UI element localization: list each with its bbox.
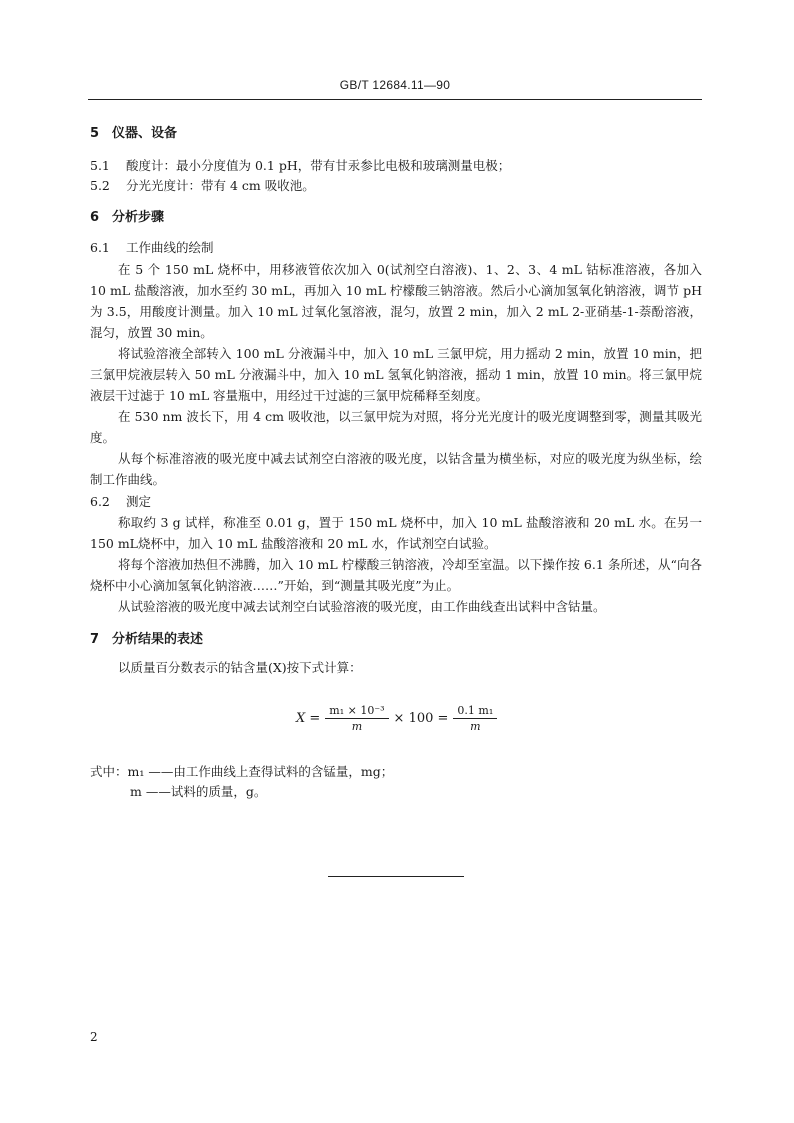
variable-definition	[90, 762, 393, 780]
variable-label: 式中：m₁ ——	[90, 764, 174, 779]
paragraph: 在 530 nm 波长下，用 4 cm 吸收池，以三氯甲烷为对照，将分光光度计的吸光度调整到零，测量其吸光度。	[90, 409, 702, 445]
fraction-denominator: m	[470, 719, 481, 733]
item-text: 分光光度计：带有 4 cm 吸收池。	[126, 178, 315, 193]
item-5-1	[90, 156, 510, 174]
section-7-heading	[90, 628, 203, 647]
end-of-text-rule	[328, 876, 464, 877]
section-title: 仪器、设备	[112, 126, 178, 141]
paragraph: 称取约 3 g 试样，称准至 0.01 g，置于 150 mL 烧杯中，加入 10 mL 盐酸溶液和 20 mL 水。在另一 150 mL烧杯中，加入 10 mL 盐酸溶液和 20 mL 水，作试剂空白试验。	[90, 515, 702, 551]
formula	[296, 700, 502, 736]
item-number: 5.2	[90, 178, 110, 193]
paragraph: 从试验溶液的吸光度中减去试剂空白试验溶液的吸光度，由工作曲线查出试料中含钴量。	[118, 599, 606, 614]
formula-fraction-2	[453, 704, 497, 733]
item-5-2	[90, 176, 315, 194]
formula-fraction-1	[325, 704, 388, 733]
variable-definition	[130, 782, 266, 800]
formula-intro: 以质量百分数表示的钴含量(X)按下式计算：	[118, 660, 362, 675]
subsection-6-1-heading	[90, 238, 214, 256]
paragraph: 将试验溶液全部转入 100 mL 分液漏斗中，加入 10 mL 三氯甲烷，用力摇动 2 min，放置 10 min，把三氯甲烷液层转入 50 mL 分液漏斗中，加入 10 mL 氢氧化钠溶液，摇动 1 min，放置 10 min。将三氯甲烷液层干过滤于 10 mL 容量瓶中，用经过干过滤的三氯甲烷稀释至刻度。	[90, 346, 702, 403]
subsection-title: 测定	[126, 494, 152, 509]
formula-lhs: X =	[296, 710, 321, 726]
paragraph: 从每个标准溶液的吸光度中减去试剂空白溶液的吸光度，以钴含量为横坐标，对应的吸光度为纵坐标，绘制工作曲线。	[90, 451, 702, 487]
paragraph: 在 5 个 150 mL 烧杯中，用移液管依次加入 0(试剂空白溶液)、1、2、3、4 mL 钴标准溶液，各加入 10 mL 盐酸溶液，加水至约 30 mL，再加入 10 mL 柠檬酸三钠溶液。然后小心滴加氢氧化钠溶液，调节 pH 为 3.5，用酸度计测量。加入 10 mL 过氧化氢溶液，混匀，放置 2 min，加入 2 mL 2-亚硝基-1-萘酚溶液，混匀，放置 30 min。	[90, 262, 702, 340]
subsection-number: 6.1	[90, 240, 110, 255]
section-number: 6	[90, 210, 100, 225]
subsection-title: 工作曲线的绘制	[126, 240, 214, 255]
item-number: 5.1	[90, 158, 110, 173]
section-number: 5	[90, 126, 100, 141]
section-title: 分析步骤	[112, 210, 165, 225]
fraction-denominator: m	[351, 719, 363, 733]
page-header: GB/T 12684.11—90	[339, 78, 451, 92]
paragraph: 将每个溶液加热但不沸腾，加入 10 mL 柠檬酸三钠溶液，冷却至室温。以下操作按 6.1 条所述，从“向各烧杯中小心滴加氢氧化钠溶液……”开始，到“测量其吸光度”为止。	[90, 557, 702, 593]
section-number: 7	[90, 632, 100, 647]
item-text: 酸度计：最小分度值为 0.1 pH，带有甘汞参比电极和玻璃测量电极；	[126, 158, 511, 173]
subsection-6-2-heading	[90, 492, 151, 510]
page-number: 2	[90, 1030, 98, 1044]
header-divider	[88, 99, 702, 100]
section-6-heading	[90, 206, 164, 225]
variable-label: m ——	[130, 784, 171, 799]
fraction-numerator: m₁ × 10⁻³	[325, 704, 388, 719]
variable-text: 由工作曲线上查得试料的含锰量，mg；	[173, 764, 394, 779]
variable-text: 试料的质量，g。	[170, 784, 267, 799]
subsection-number: 6.2	[90, 494, 110, 509]
fraction-numerator: 0.1 m₁	[453, 704, 497, 719]
section-title: 分析结果的表述	[112, 632, 204, 647]
section-5-heading	[90, 122, 177, 141]
formula-middle: × 100 =	[393, 710, 449, 726]
